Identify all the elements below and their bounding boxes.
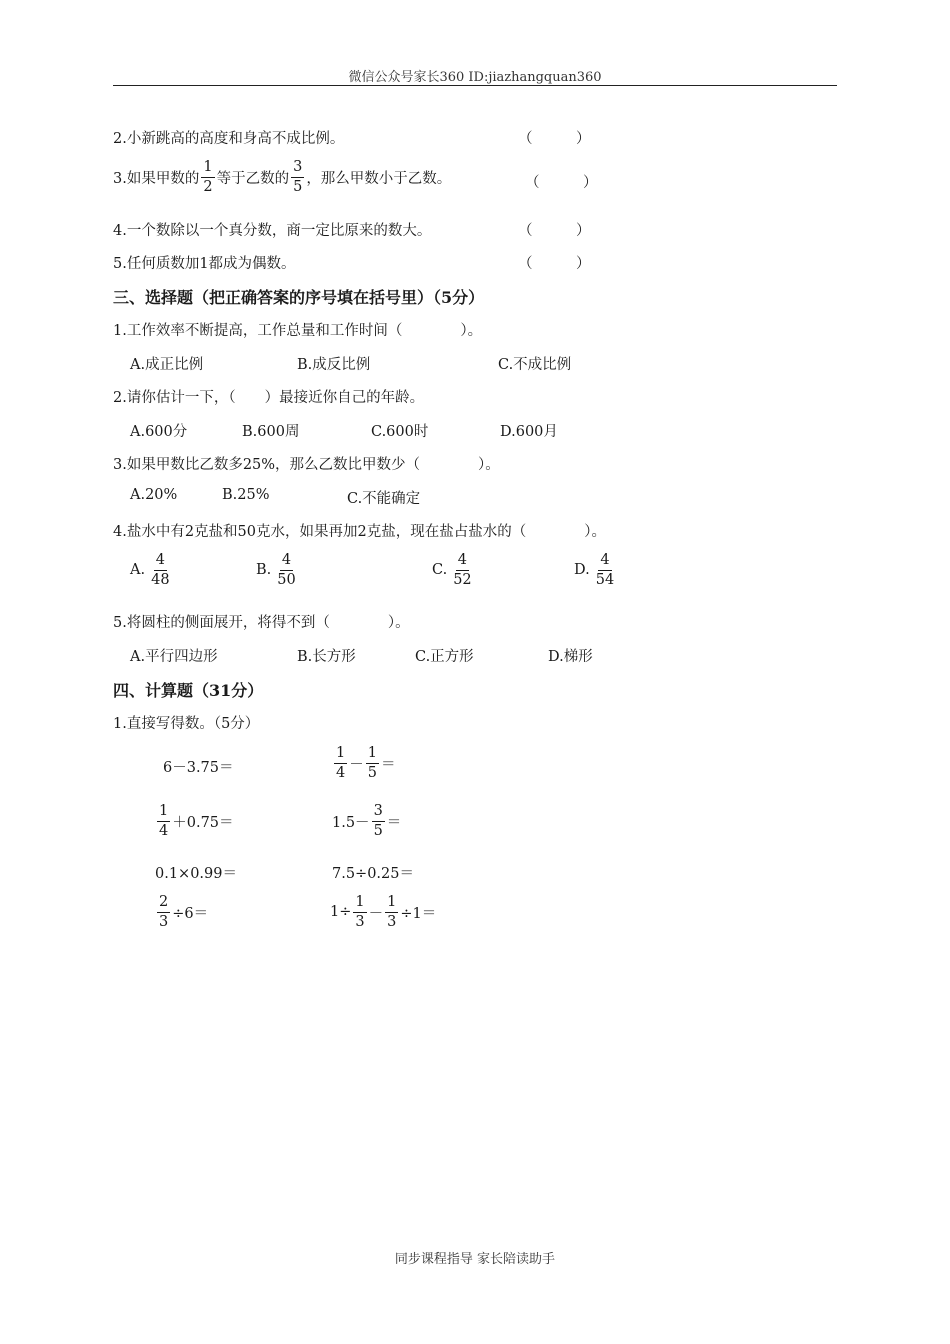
fraction-denominator: 4 [336,764,346,781]
fraction-4-54 [596,552,614,588]
option-letter: C. [432,562,448,579]
option-letter: D. [574,562,590,579]
fraction-numerator: 1 [385,894,398,913]
fraction-three-fifths [291,159,304,195]
judge-q3-pre: 3.如果甲数的 [113,170,200,187]
calc-question-1: 1.直接写得数。（5分） [113,716,260,732]
choice-q2-option-b[interactable]: B.600周 [242,424,300,440]
choice-q1-option-c[interactable]: C.不成比例 [498,357,572,373]
judge-question-3 [113,159,451,195]
fraction-denominator: 50 [277,571,296,588]
equals-sign: ＝ [380,756,396,773]
choice-question-3: 3.如果甲数比乙数多25%，那么乙数比甲数少（ ）。 [113,457,500,473]
fraction-denominator: 5 [293,178,303,195]
judge-q3-post: ，那么甲数小于乙数。 [306,170,452,187]
fraction-numerator: 4 [154,552,167,571]
header-divider [113,85,837,86]
calc-expression-3 [155,803,234,839]
choice-question-5: 5.将圆柱的侧面展开，将得不到（ ）。 [113,615,410,631]
fraction-numerator: 1 [157,803,170,822]
expression-rest: ＋0.75＝ [172,814,234,831]
calc-expression-5: 0.1×0.99＝ [155,866,237,882]
judge-question-4: 4.一个数除以一个真分数，商一定比原来的数大。 [113,223,432,239]
fraction-numerator: 4 [456,552,469,571]
judge-q3-mid: 等于乙数的 [216,170,290,187]
judge-answer-blank-3[interactable]: （ ） [525,175,598,191]
calc-expression-2 [332,745,395,781]
expression-pre: 1.5－ [332,814,370,831]
fraction-one-half [201,159,214,195]
fraction-numerator: 3 [372,803,385,822]
judge-answer-blank-5[interactable]: （ ） [518,256,591,272]
judge-question-5: 5.任何质数加1都成为偶数。 [113,256,296,272]
calc-expression-8 [330,894,436,930]
judge-question-2: 2.小新跳高的高度和身高不成比例。 [113,131,345,147]
calc-expression-7 [155,894,208,930]
fraction-numerator: 3 [291,159,304,178]
calc-expression-6: 7.5÷0.25＝ [332,866,414,882]
fraction-numerator: 2 [157,894,170,913]
choice-q3-option-c[interactable]: C.不能确定 [347,491,421,507]
choice-q4-option-d[interactable] [574,552,616,588]
fraction-one-third [353,894,366,930]
fraction-4-52 [453,552,471,588]
choice-q1-option-a[interactable]: A.成正比例 [130,357,204,373]
fraction-numerator: 1 [201,159,214,178]
choice-question-2: 2.请你估计一下，（ ）最接近你自己的年龄。 [113,390,425,406]
choice-question-1: 1.工作效率不断提高，工作总量和工作时间（ ）。 [113,323,483,339]
fraction-one-quarter [157,803,170,839]
fraction-denominator: 3 [159,913,169,930]
fraction-numerator: 4 [598,552,611,571]
judge-answer-blank-2[interactable]: （ ） [518,131,591,147]
fraction-one-quarter [334,745,347,781]
fraction-one-third [385,894,398,930]
fraction-one-fifth [366,745,379,781]
fraction-denominator: 3 [355,913,365,930]
choice-q5-option-b[interactable]: B.长方形 [297,649,356,665]
fraction-numerator: 1 [366,745,379,764]
fraction-denominator: 52 [453,571,472,588]
option-letter: B. [256,562,272,579]
choice-q3-option-a[interactable]: A.20% [130,487,178,503]
fraction-numerator: 1 [353,894,366,913]
choice-q4-option-b[interactable] [256,552,298,588]
minus-operator: － [368,905,384,922]
section-title-calculation: 四、计算题（31分） [113,681,264,700]
choice-q2-option-a[interactable]: A.600分 [130,424,188,440]
fraction-two-thirds [157,894,170,930]
equals-sign: ＝ [386,814,402,831]
minus-operator: － [349,756,364,773]
fraction-three-fifths [372,803,385,839]
section-title-choice: 三、选择题（把正确答案的序号填在括号里）（5分） [113,288,485,307]
choice-question-4: 4.盐水中有2克盐和50克水，如果再加2克盐，现在盐占盐水的（ ）。 [113,524,606,540]
choice-q2-option-d[interactable]: D.600月 [500,424,558,440]
fraction-denominator: 3 [387,913,397,930]
choice-q4-option-a[interactable] [130,552,172,588]
fraction-numerator: 1 [334,745,347,764]
choice-q3-option-b[interactable]: B.25% [222,487,270,503]
calc-expression-4 [332,803,401,839]
choice-q5-option-a[interactable]: A.平行四边形 [130,649,218,665]
fraction-denominator: 5 [373,822,383,839]
fraction-4-48 [151,552,169,588]
expression-rest: ÷6＝ [172,905,209,922]
fraction-denominator: 5 [367,764,377,781]
fraction-denominator: 48 [151,571,170,588]
page-footer: 同步课程指导 家长陪读助手 [394,1252,556,1267]
choice-q1-option-b[interactable]: B.成反比例 [297,357,371,373]
expression-post: ÷1＝ [400,905,437,922]
expression-pre: 1÷ [330,904,352,921]
fraction-denominator: 54 [595,571,615,588]
fraction-4-50 [277,552,295,588]
calc-expression-1: 6－3.75＝ [163,760,234,776]
fraction-denominator: 2 [203,178,213,195]
choice-q4-option-c[interactable] [432,552,474,588]
choice-q2-option-c[interactable]: C.600时 [371,424,429,440]
judge-answer-blank-4[interactable]: （ ） [518,223,591,239]
option-letter: A. [130,562,146,579]
page-header: 微信公众号家长360 ID:jiazhangquan360 [348,70,602,85]
choice-q5-option-d[interactable]: D.梯形 [548,649,593,665]
choice-q5-option-c[interactable]: C.正方形 [415,649,474,665]
fraction-numerator: 4 [280,552,293,571]
fraction-denominator: 4 [159,822,169,839]
